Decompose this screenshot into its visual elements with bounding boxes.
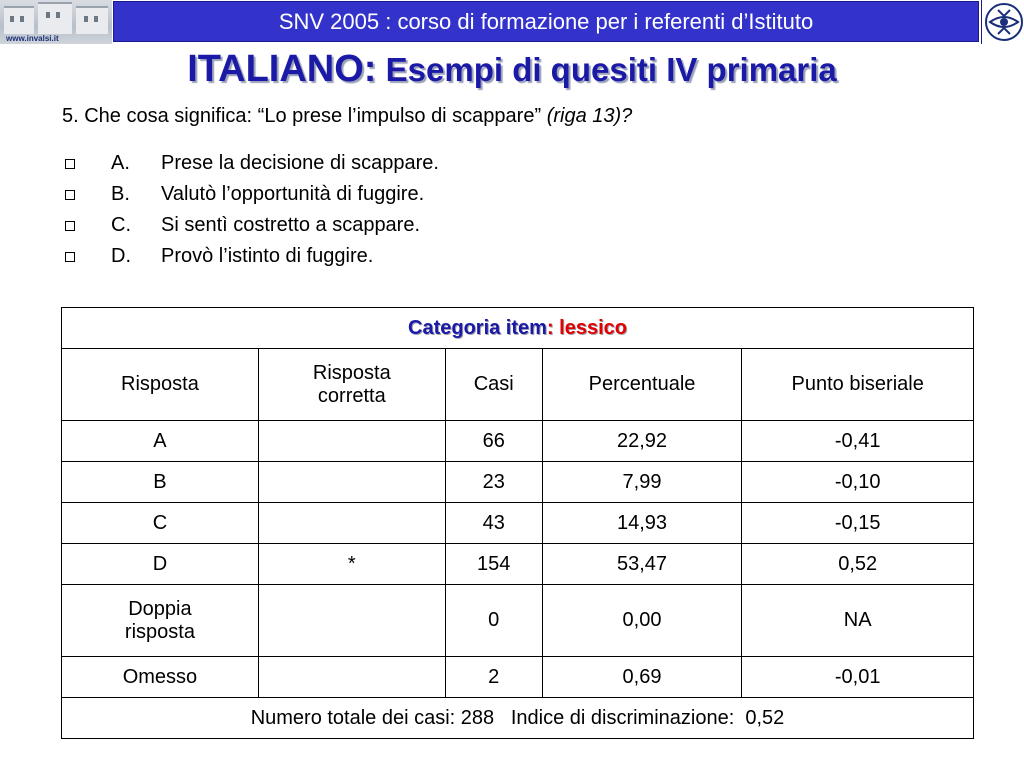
column-header: Casi <box>445 349 542 421</box>
table-cell: C <box>62 503 259 544</box>
header-banner <box>113 1 979 42</box>
table-cell: 14,93 <box>542 503 742 544</box>
table-cell: * <box>258 544 445 585</box>
table-cell: 43 <box>445 503 542 544</box>
logo-url-text: www.invalsi.it <box>6 34 59 43</box>
table-row <box>62 544 974 585</box>
option-a <box>62 148 439 179</box>
banner-title: SNV 2005 : corso di formazione per i referenti d’Istituto <box>278 8 814 34</box>
table-cell: 23 <box>445 462 542 503</box>
invalsi-building-logo <box>0 0 112 44</box>
column-header: Risposta <box>62 349 259 421</box>
column-header: Risposta corretta <box>258 349 445 421</box>
table-cell <box>258 503 445 544</box>
option-letter: C. <box>111 214 131 236</box>
table-row <box>62 657 974 698</box>
column-header: Punto biseriale <box>742 349 974 421</box>
option-text: Prese la decisione di scappare. <box>161 152 439 174</box>
table-cell: -0,15 <box>742 503 974 544</box>
table-cell: 22,92 <box>542 421 742 462</box>
table-footer-row <box>62 698 974 739</box>
option-text: Si sentì costretto a scappare. <box>161 214 421 236</box>
category-row <box>62 308 974 349</box>
table-cell: Doppia risposta <box>62 585 259 657</box>
table-row <box>62 421 974 462</box>
table-cell: 2 <box>445 657 542 698</box>
table-cell: D <box>62 544 259 585</box>
table-footer: Numero totale dei casi: 288 Indice di discriminazione: 0,52 <box>62 698 974 739</box>
category-cell <box>62 308 974 349</box>
title-subtitle: Esempi di quesiti IV primaria <box>376 51 837 88</box>
category-value: : lessico <box>546 316 627 339</box>
table-cell: 0,52 <box>742 544 974 585</box>
table-cell: NA <box>742 585 974 657</box>
table-row <box>62 462 974 503</box>
checkbox-icon[interactable] <box>65 252 75 262</box>
invalsi-emblem-icon <box>981 0 1024 44</box>
table-cell: -0,41 <box>742 421 974 462</box>
table-row <box>62 585 974 657</box>
option-text: Provò l’istinto di fuggire. <box>161 245 374 267</box>
table-cell: 0,69 <box>542 657 742 698</box>
table-cell <box>258 657 445 698</box>
table-cell: 154 <box>445 544 542 585</box>
checkbox-icon[interactable] <box>65 190 75 200</box>
table-cell: 0,00 <box>542 585 742 657</box>
answer-options <box>62 148 439 272</box>
page-title <box>0 48 1024 91</box>
option-letter: A. <box>111 152 130 174</box>
question-reference: (riga 13)? <box>546 105 633 127</box>
option-letter: D. <box>111 245 131 267</box>
table-cell <box>258 585 445 657</box>
header-row <box>62 349 974 421</box>
table-cell <box>258 421 445 462</box>
item-statistics-table <box>61 307 974 739</box>
table-cell: 7,99 <box>542 462 742 503</box>
table-cell: B <box>62 462 259 503</box>
option-c <box>62 210 439 241</box>
checkbox-icon[interactable] <box>65 221 75 231</box>
option-d <box>62 241 439 272</box>
option-text: Valutò l’opportunità di fuggire. <box>161 183 425 205</box>
table-row <box>62 503 974 544</box>
table-cell: 66 <box>445 421 542 462</box>
option-letter: B. <box>111 183 130 205</box>
table-cell: -0,01 <box>742 657 974 698</box>
checkbox-icon[interactable] <box>65 159 75 169</box>
table-cell: 0 <box>445 585 542 657</box>
table-cell: 53,47 <box>542 544 742 585</box>
title-subject: ITALIANO: <box>187 48 377 90</box>
column-header: Percentuale <box>542 349 742 421</box>
table-cell <box>258 462 445 503</box>
category-label: Categoria item <box>408 316 547 339</box>
question-text <box>62 105 632 128</box>
option-b <box>62 179 439 210</box>
table-cell: Omesso <box>62 657 259 698</box>
question-body: 5. Che cosa significa: “Lo prese l’impulso di scappare” <box>62 105 547 127</box>
table-cell: A <box>62 421 259 462</box>
table-cell: -0,10 <box>742 462 974 503</box>
